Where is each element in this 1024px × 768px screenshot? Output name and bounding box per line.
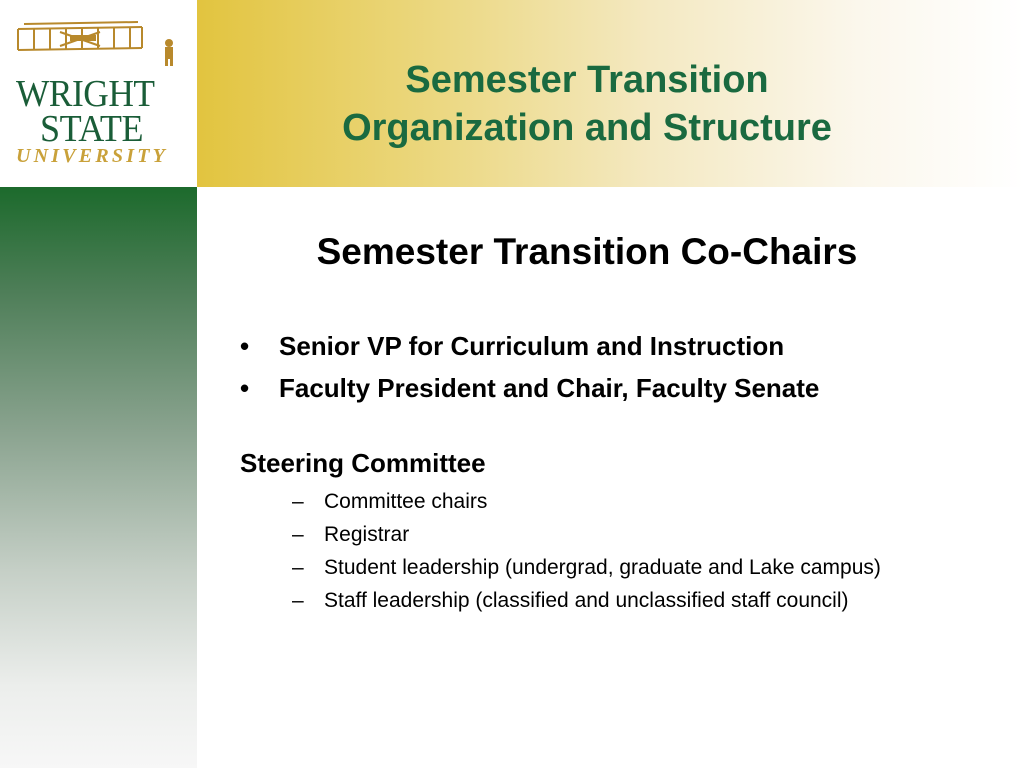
sub-item xyxy=(292,584,881,617)
sub-item-text: Registrar xyxy=(324,523,410,546)
section-subtitle: Semester Transition Co-Chairs xyxy=(316,231,858,272)
bullet-item xyxy=(240,325,819,367)
dash-marker: – xyxy=(292,523,304,546)
sub-item-text: Committee chairs xyxy=(324,490,488,513)
sub-item xyxy=(292,485,881,518)
sub-item-text: Staff leadership (classified and unclassified staff council) xyxy=(324,589,849,612)
logo-wordmark-university: UNIVERSITY xyxy=(16,145,169,167)
bullet-text: Faculty President and Chair, Faculty Senate xyxy=(279,373,820,403)
dash-marker: – xyxy=(292,556,304,579)
bullet-text: Senior VP for Curriculum and Instruction xyxy=(279,331,785,361)
logo-wordmark-state: STATE xyxy=(40,108,144,150)
bullet-item xyxy=(240,367,819,409)
logo-wordmark-wright: WRIGHT xyxy=(16,73,155,115)
steering-committee-heading: Steering Committee xyxy=(240,448,486,478)
slide-title-line-1: Semester Transition xyxy=(405,59,769,101)
sub-item xyxy=(292,518,881,551)
co-chairs-bullet-list xyxy=(240,325,819,409)
bullet-marker: • xyxy=(240,331,250,361)
bullet-marker: • xyxy=(240,373,250,403)
university-logo xyxy=(0,0,197,187)
slide-title xyxy=(197,56,977,152)
dash-marker: – xyxy=(292,490,304,513)
dash-marker: – xyxy=(292,589,304,612)
slide-content xyxy=(197,187,1024,768)
slide-title-line-2: Organization and Structure xyxy=(342,107,832,149)
sub-item xyxy=(292,551,881,584)
side-gradient-band xyxy=(0,187,197,768)
sub-item-text: Student leadership (undergrad, graduate and Lake campus) xyxy=(324,556,881,579)
wright-flyer-airplane-icon xyxy=(0,0,197,80)
steering-committee-list xyxy=(292,485,881,617)
